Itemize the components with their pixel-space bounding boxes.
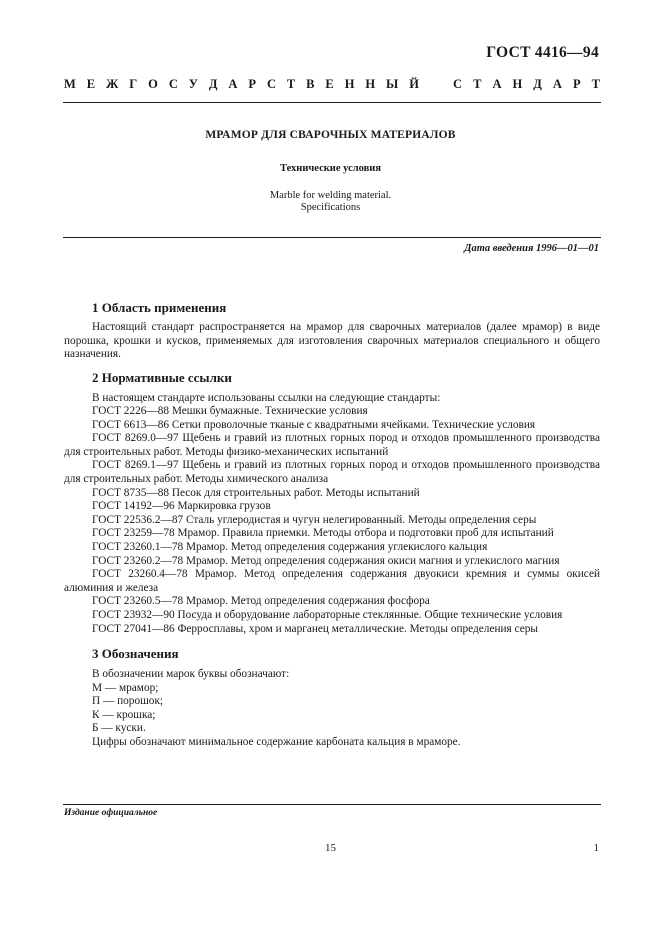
reference-text: ГОСТ 23932—90 Посуда и оборудование лабораторные стеклянные. Общие технические условия [92,608,563,621]
designation-text: Б — куски. [92,722,146,735]
banner-letter: Н [344,77,355,91]
banner-letter: Д [208,77,218,91]
banner-letter: Е [325,77,334,91]
references-list [64,405,600,636]
banner-letter: С [266,77,276,91]
designations-outro-text: Цифры обозначают минимальное содержание карбоната кальция в мраморе. [92,735,461,748]
corner-number: 1 [593,842,599,854]
header-rule [63,102,601,103]
title-rule [63,237,601,238]
reference-item [64,432,600,459]
introduction-date: Дата введения 1996—01—01 [464,243,599,254]
banner-letter: Ы [386,77,399,91]
banner-letter: Г [129,77,138,91]
banner-letter: Д [533,77,542,91]
section-2-intro [64,392,600,406]
designation-item [64,709,600,723]
designation-text: К — крошка; [92,708,156,721]
reference-text: ГОСТ 8735—88 Песок для строительных работ. Методы испытаний [92,486,420,499]
designation-item [64,695,600,709]
banner-letter: У [188,77,198,91]
standard-type-banner [64,77,600,92]
english-title-line-1: Marble for welding material. [269,190,392,201]
banner-letter: С [168,77,178,91]
english-title-line-2: Specifications [300,202,361,213]
designations-intro [64,668,600,682]
document-subtitle: Технические условия [279,163,382,174]
reference-item [64,419,600,433]
reference-item [64,623,600,637]
designation-text: П — порошок; [92,695,164,708]
banner-letter: В [306,77,315,91]
reference-text: ГОСТ 23260.5—78 Мрамор. Метод определения содержания фосфора [92,595,430,608]
designation-item [64,722,600,736]
reference-item [64,595,600,609]
banner-letter: Ж [106,77,119,91]
standard-type-word-1 [64,77,419,92]
reference-text: ГОСТ 22536.2—87 Сталь углеродистая и чугун нелегированный. Методы определения серы [92,513,537,526]
reference-text: ГОСТ 23260.1—78 Мрамор. Метод определения содержания углекислого кальция [92,540,488,553]
reference-item [64,459,600,486]
banner-letter: О [148,77,158,91]
designations-block [64,668,600,750]
reference-item [64,609,600,623]
banner-letter: Н [512,77,523,91]
reference-text: ГОСТ 2226—88 Мешки бумажные. Технические условия [92,405,368,417]
english-title [0,190,661,214]
reference-item [64,500,600,514]
reference-text: ГОСТ 14192—96 Маркировка грузов [92,500,271,513]
designations-list [64,682,600,736]
reference-text: ГОСТ 6613—86 Сетки проволочные тканые с квадратными ячейками. Технические условия [92,418,536,431]
banner-letter: Й [409,77,419,91]
section-1-text: Настоящий стандарт распространяется на мрамор для сварочных материалов (далее мрамор) в виде порошка, крошки и кусков, применяемых для изготовления сварочных материалов специального и общего назначения. [64,321,600,361]
reference-item [64,568,600,595]
reference-text: ГОСТ 23259—78 Мрамор. Правила приемки. Методы отбора и подготовки проб для испытаний [92,527,554,540]
reference-item [64,487,600,501]
banner-letter: А [228,77,238,91]
gost-number: ГОСТ 4416—94 [486,44,599,61]
reference-item [64,555,600,569]
reference-text: ГОСТ 23260.2—78 Мрамор. Метод определения содержания окиси магния и углекислого магния [92,554,560,567]
banner-letter: Т [286,77,296,91]
reference-text: ГОСТ 23260.4—78 Мрамор. Метод определения содержания двуокиси кремния и суммы окисей алюминия и железа [64,568,600,594]
designation-text: М — мрамор; [92,681,159,694]
reference-item [64,405,600,419]
banner-letter: М [64,77,76,91]
edition-label: Издание официальное [64,808,158,818]
banner-letter: Е [86,77,96,91]
banner-letter: А [492,77,502,91]
designations-intro-text: В обозначении марок буквы обозначают: [92,668,290,680]
reference-text: ГОСТ 8269.1—97 Щебень и гравий из плотных горных пород и отходов промышленного производства для строительных работ. Методы химического анализа [64,459,600,485]
banner-letter: Т [591,77,600,91]
section-2-heading: 2 Нормативные ссылки [92,370,232,385]
page-number: 15 [325,842,336,854]
banner-letter: Р [572,77,581,91]
section-1-heading: 1 Область применения [92,300,227,315]
reference-text: ГОСТ 8269.0—97 Щебень и гравий из плотных горных пород и отходов промышленного производства для строительных работ. Методы физико-механических испытаний [64,432,600,458]
section-2-intro-text: В настоящем стандарте использованы ссылки на следующие стандарты: [92,392,441,404]
designations-outro [64,736,600,750]
banner-letter: Т [473,77,482,91]
section-1-paragraph [64,321,600,362]
reference-item [64,541,600,555]
standard-type-word-2 [453,77,600,92]
reference-text: ГОСТ 27041—86 Ферросплавы, хром и марганец металлические. Методы определения серы [92,622,538,635]
banner-letter: Н [365,77,376,91]
reference-item [64,527,600,541]
section-3-heading: 3 Обозначения [92,646,179,661]
banner-letter: С [453,77,463,91]
banner-letter: А [552,77,562,91]
designation-item [64,682,600,696]
banner-letter: Р [248,77,257,91]
reference-item [64,514,600,528]
document-title: МРАМОР ДЛЯ СВАРОЧНЫХ МАТЕРИАЛОВ [205,129,456,141]
footer-rule [63,804,601,805]
